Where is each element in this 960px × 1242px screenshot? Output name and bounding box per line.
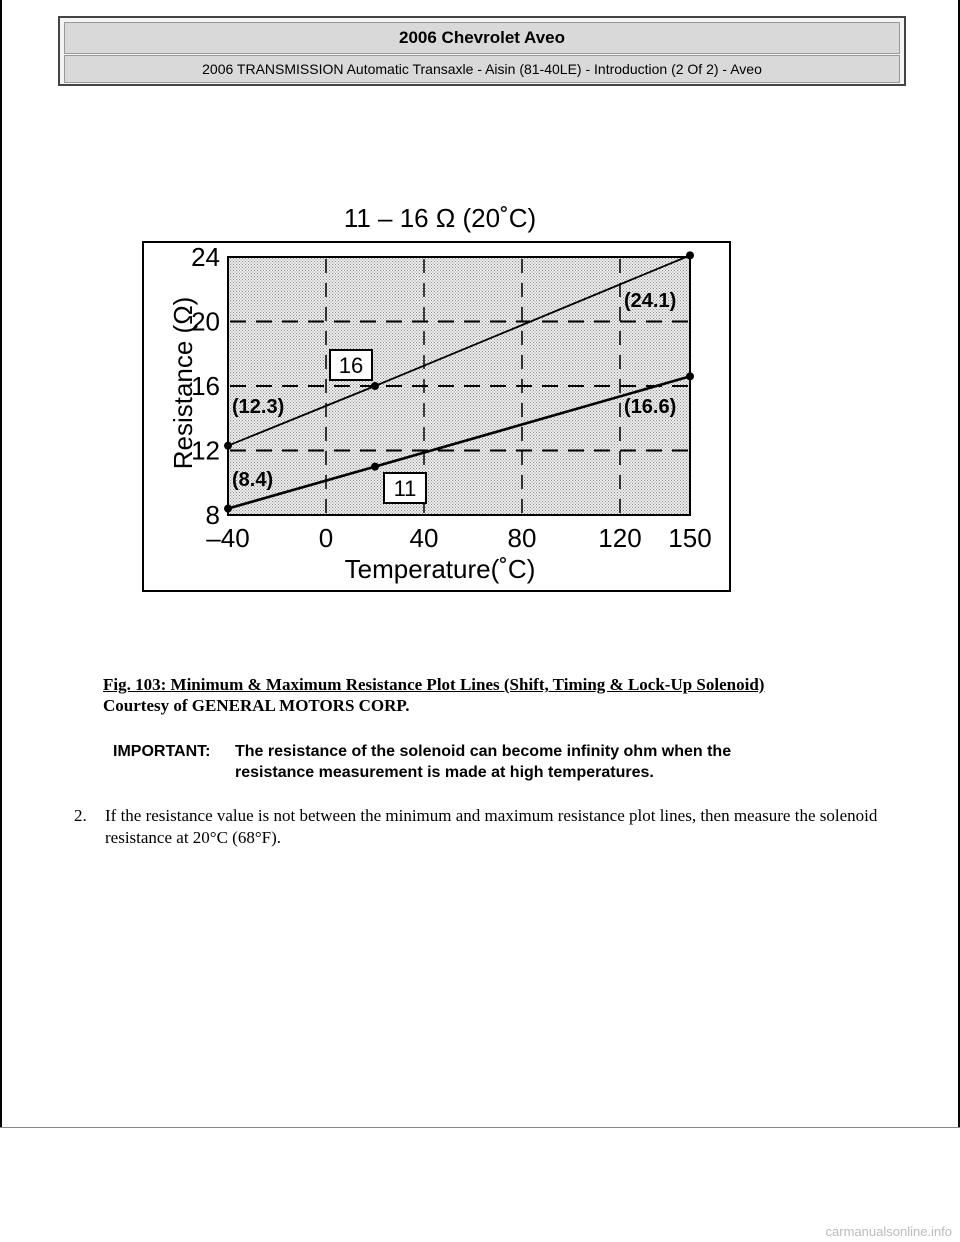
min-resistance-line-point [371,463,379,471]
max-resistance-line-point [224,442,232,450]
max-resistance-line-point [686,251,694,259]
y-tick-label: 12 [191,435,220,466]
figure-caption [103,674,764,716]
min-resistance-line-point [686,372,694,380]
x-tick-label: 40 [409,523,439,553]
important-line-1: The resistance of the solenoid can become infinity ohm when the [235,743,732,760]
caption-title: Fig. 103: Minimum & Maximum Resistance Plot Lines (Shift, Timing & Lock-Up Solenoid) [103,675,765,694]
x-axis-label: Temperature(˚C) [344,554,536,584]
page-border-bottom [0,1127,960,1128]
caption-credit: Courtesy of GENERAL MOTORS CORP. [103,696,410,715]
x-tick-label: 0 [318,523,334,553]
y-axis-label: Resistance (Ω) [168,296,198,470]
document-header [58,16,906,86]
min-low-label: (8.4) [232,469,274,491]
page-border-left [0,0,2,1128]
max-box-label: 16 [338,353,364,378]
procedure-step [74,805,904,849]
y-tick-label: 24 [191,242,220,272]
important-label: IMPORTANT: [113,743,211,760]
max-resistance-line-point [371,382,379,390]
min-resistance-line-point [224,505,232,513]
y-tick-label: 20 [191,306,220,337]
resistance-chart-figure [140,195,740,595]
watermark: carmanualsonline.info [825,1224,952,1239]
y-tick-label: 8 [205,500,220,530]
important-line-2: resistance measurement is made at high temperatures. [235,764,654,781]
min-box-label: 11 [393,476,417,501]
header-title: 2006 Chevrolet Aveo [64,22,900,54]
resistance-chart [140,195,740,595]
x-tick-label: 120 [598,523,642,553]
step-number: 2. [74,806,87,825]
x-tick-label: –40 [206,523,250,553]
max-high-label: (24.1) [624,290,677,312]
chart-title: 11 – 16 Ω (20˚C) [343,203,537,233]
important-note [113,741,873,783]
x-tick-label: 150 [668,523,712,553]
header-subtitle: 2006 TRANSMISSION Automatic Transaxle - Aisin (81-40LE) - Introduction (2 Of 2) - Aveo [64,55,900,83]
x-tick-label: 80 [507,523,537,553]
min-high-label: (16.6) [624,396,677,418]
step-text: If the resistance value is not between the minimum and maximum resistance plot lines, then measure the solenoid resistance at 20°C (68°F). [105,806,878,847]
y-tick-label: 16 [191,371,220,401]
max-low-label: (12.3) [232,396,285,418]
